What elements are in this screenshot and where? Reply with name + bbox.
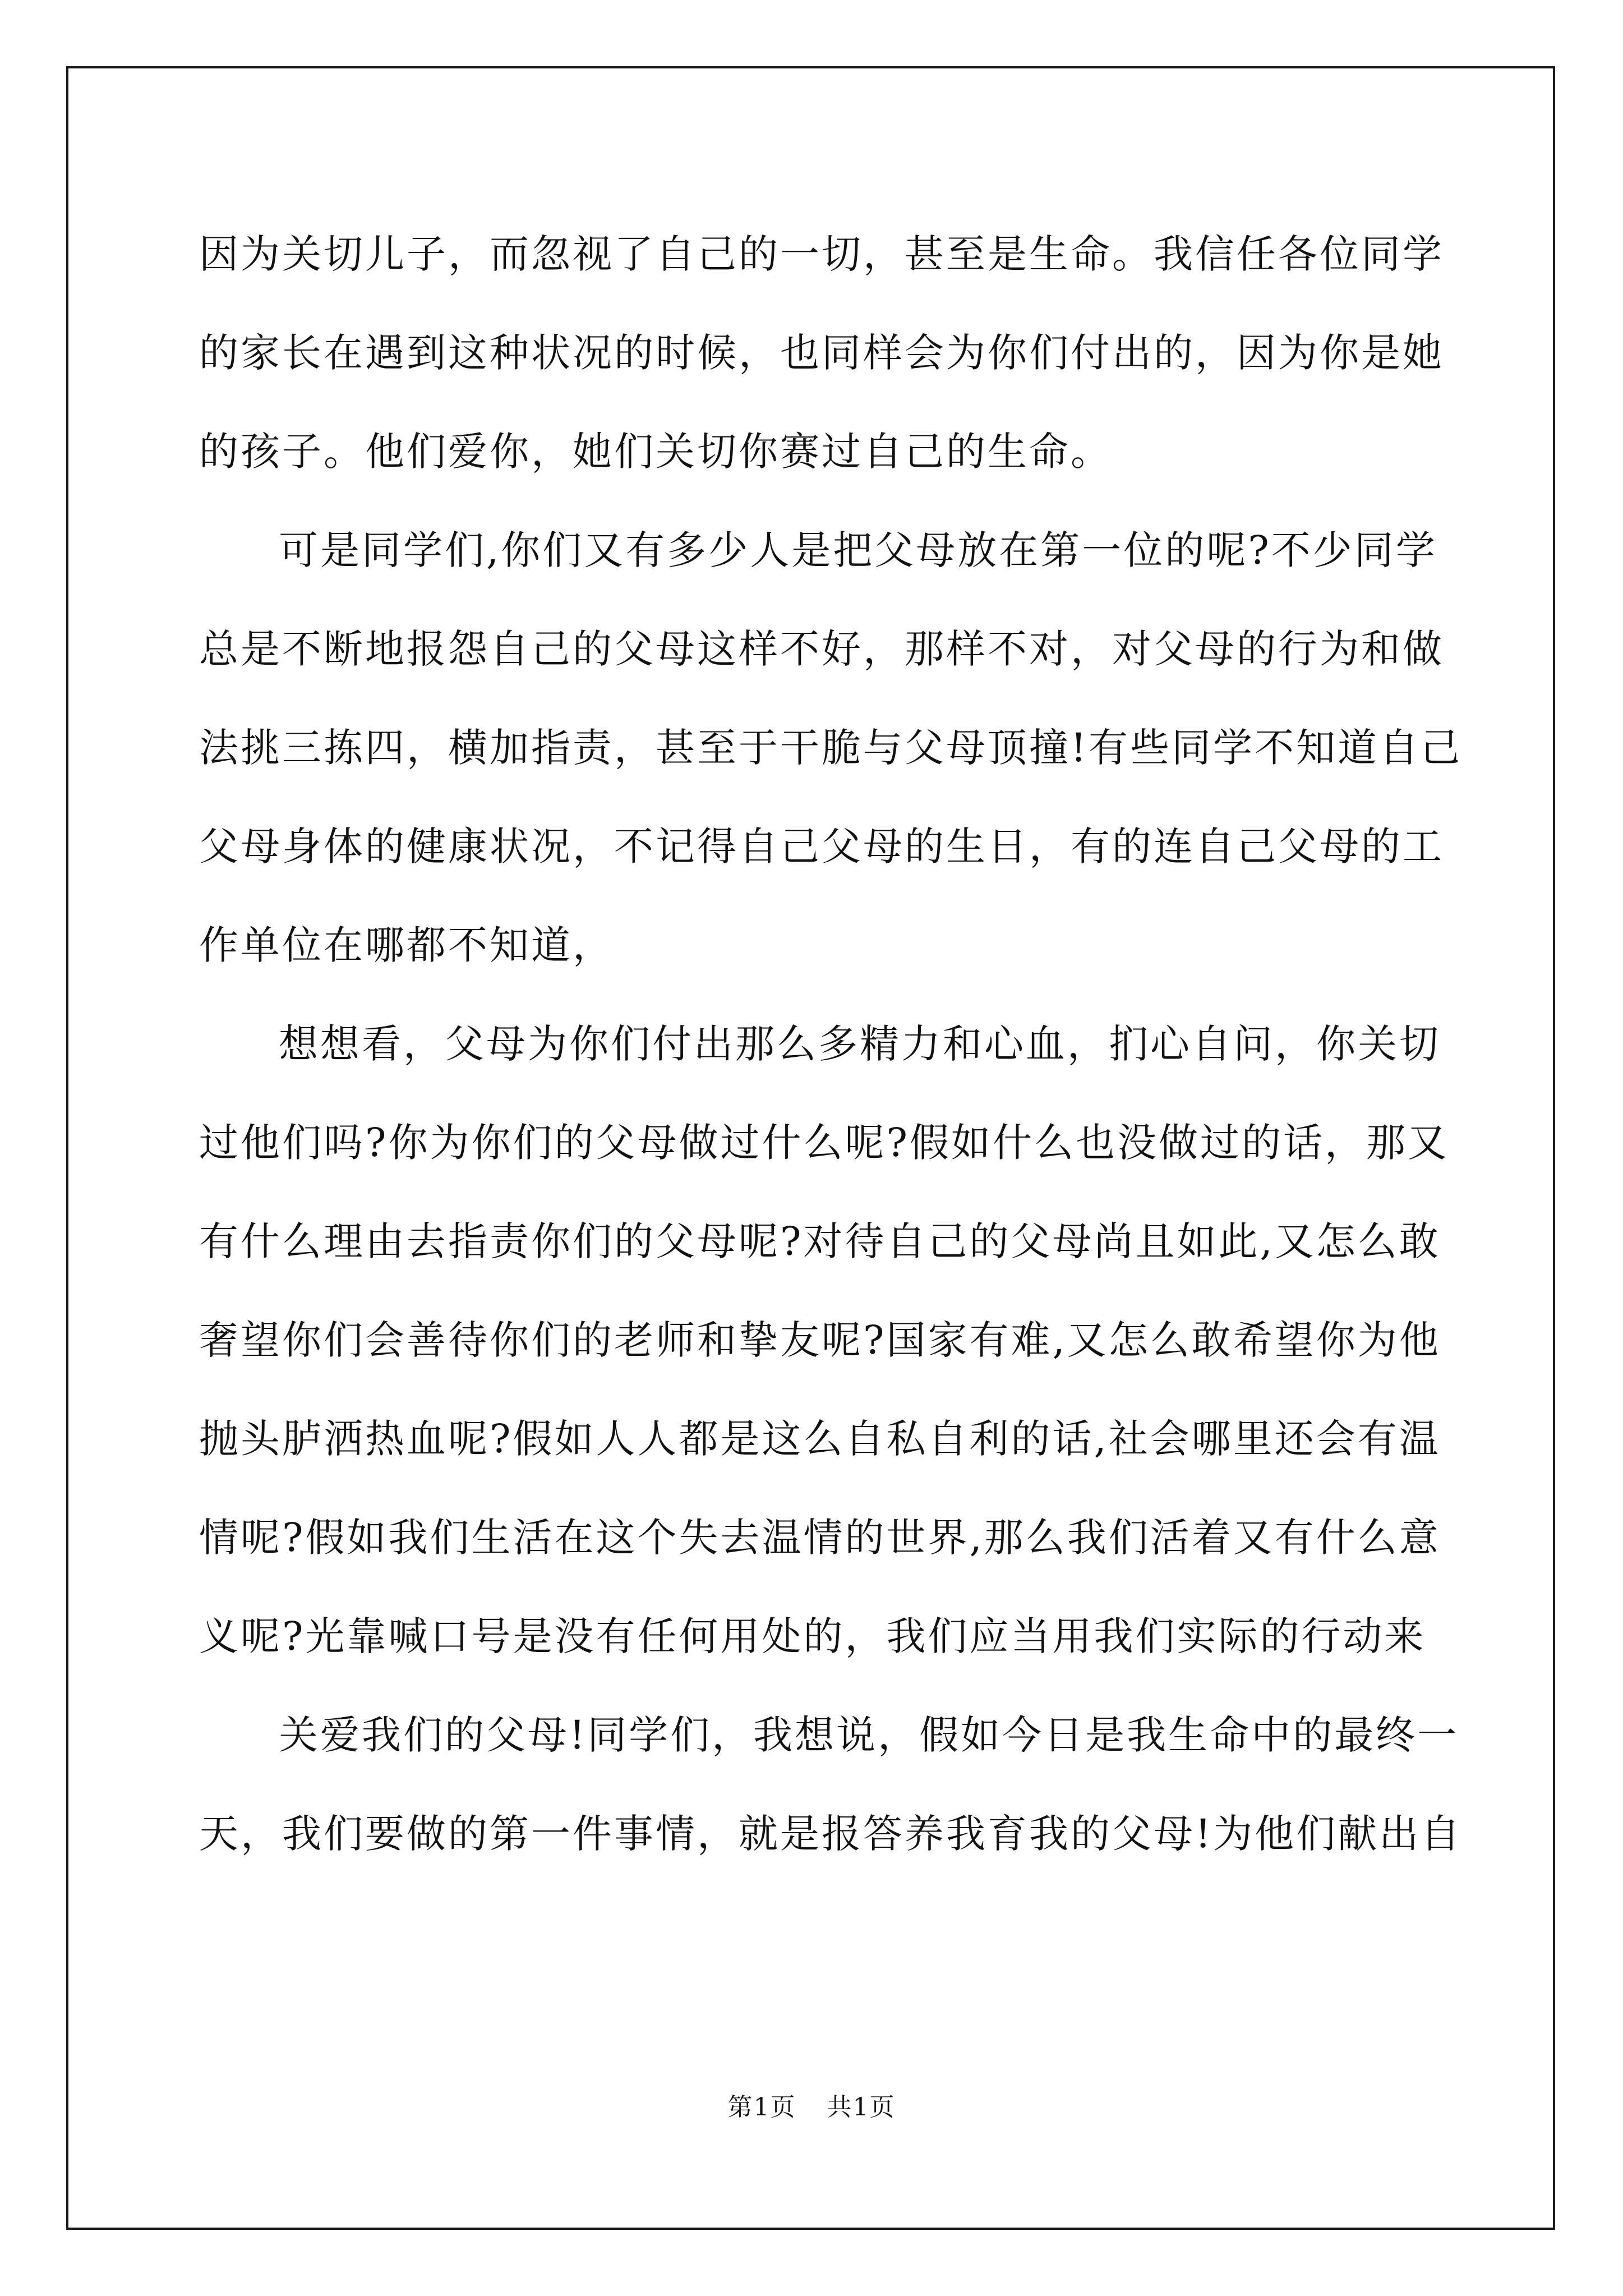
text-line: 可是同学们,你们又有多少人是把父母放在第一位的呢?不少同学 <box>279 527 1437 573</box>
text-line: 有什么理由去指责你们的父母呢?对待自己的父母尚且如此,又怎么敢 <box>199 1218 1441 1264</box>
text-line: 因为关切儿子，而忽视了自己的一切，甚至是生命。我信任各位同学 <box>199 231 1444 277</box>
text-line: 义呢?光靠喊口号是没有任何用处的，我们应当用我们实际的行动来 <box>199 1613 1426 1659</box>
text-line: 总是不断地报怨自己的父母这样不好，那样不对，对父母的行为和做 <box>199 626 1444 672</box>
text-line: 作单位在哪都不知道， <box>199 922 614 968</box>
text-line: 法挑三拣四，横加指责，甚至于干脆与父母顶撞!有些同学不知道自己 <box>199 725 1463 771</box>
page-number: 第1页 <box>727 2093 796 2122</box>
text-line: 过他们吗?你为你们的父母做过什么呢?假如什么也没做过的话，那又 <box>199 1120 1450 1166</box>
paragraph <box>199 1686 1463 1883</box>
text-line: 情呢?假如我们生活在这个失去温情的世界,那么我们活着又有什么意 <box>199 1515 1441 1561</box>
page-total: 共1页 <box>827 2093 896 2122</box>
text-line: 天，我们要做的第一件事情，就是报答养我育我的父母!为他们献出自 <box>199 1811 1463 1857</box>
text-line: 想想看，父母为你们付出那么多精力和心血，扪心自问，你关切 <box>279 1021 1441 1067</box>
text-line: 的孩子。他们爱你，她们关切你赛过自己的生命。 <box>199 429 1112 475</box>
paragraph <box>199 501 1463 995</box>
document-body <box>199 205 1463 1883</box>
text-line: 父母身体的健康状况，不记得自己父母的生日，有的连自己父母的工 <box>199 823 1444 869</box>
text-line: 关爱我们的父母!同学们，我想说，假如今日是我生命中的最终一 <box>279 1712 1459 1758</box>
paragraph <box>199 205 1444 501</box>
text-line: 奢望你们会善待你们的老师和挚友呢?国家有难,又怎么敢希望你为他 <box>199 1317 1441 1363</box>
page-footer <box>0 2087 1623 2123</box>
text-line: 抛头胪洒热血呢?假如人人都是这么自私自利的话,社会哪里还会有温 <box>199 1416 1441 1462</box>
paragraph <box>199 995 1450 1686</box>
text-line: 的家长在遇到这种状况的时候，也同样会为你们付出的，因为你是她 <box>199 330 1444 376</box>
